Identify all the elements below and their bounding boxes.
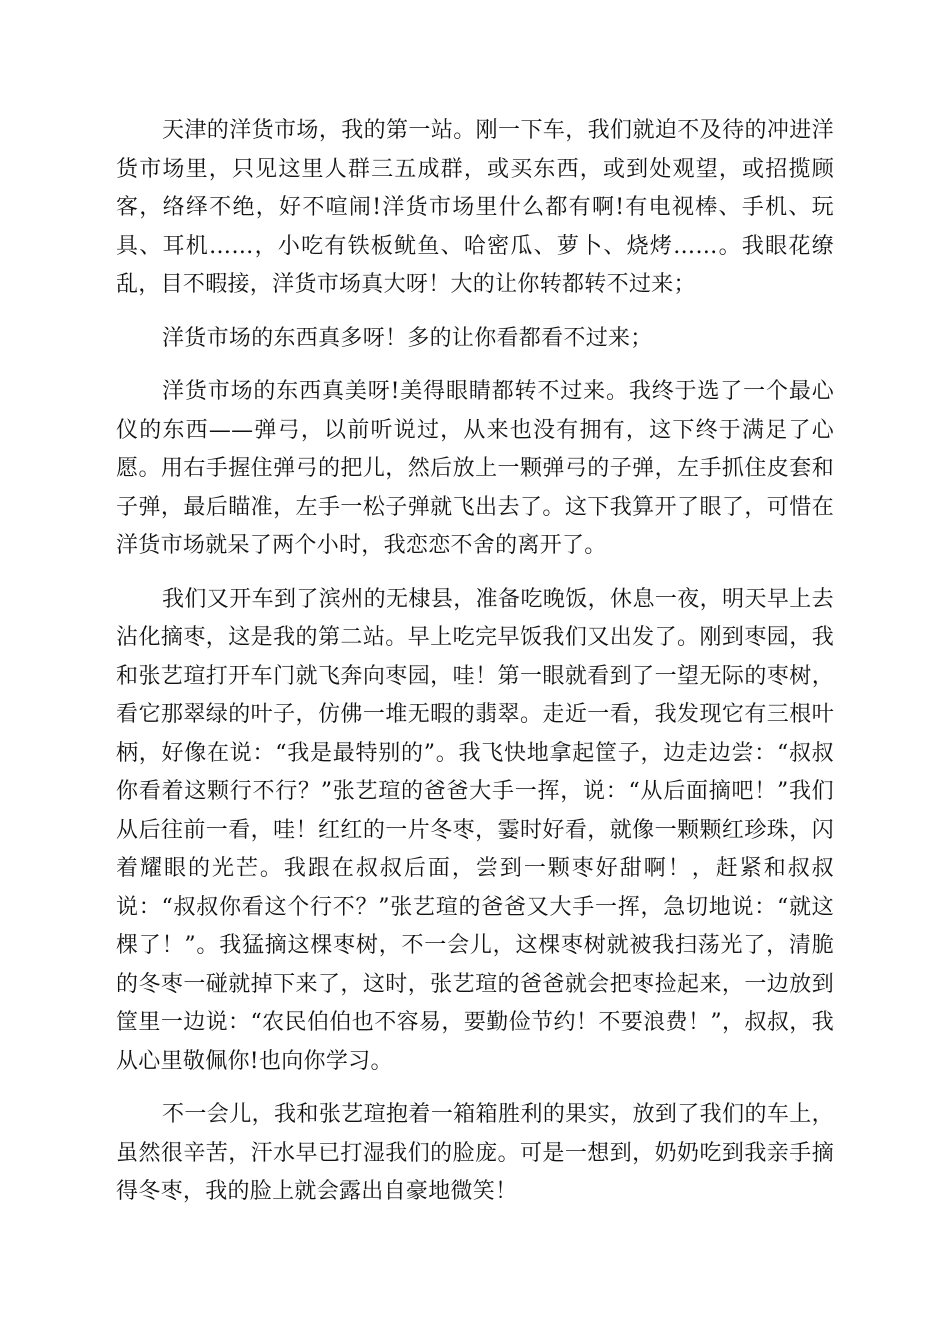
paragraph-many-goods: 洋货市场的东西真多呀！多的让你看都看不过来；	[162, 325, 653, 351]
paragraph-harvest: 不一会儿，我和张艺瑄抱着一箱箱胜利的果实，放到了我们的车上，虽然很辛苦，汗水早已打湿我们的脸庞。可是一想到，奶奶吃到我亲手摘得冬枣，我的脸上就会露出自豪地微笑！	[116, 1102, 834, 1204]
paragraph-tianjin-market: 天津的洋货市场，我的第一站。刚一下车，我们就迫不及待的冲进洋货市场里，只见这里人群三五成群，或买东西，或到处观望，或招揽顾客，络绎不绝，好不喧闹!洋货市场里什么都有啊!有电视棒、手机、玩具、耳机……，小吃有铁板鱿鱼、哈密瓜、萝卜、烧烤……。我眼花缭乱，目不暇接，洋货市场真大呀！大的让你转都转不过来；	[116, 118, 834, 297]
paragraph-slingshot: 洋货市场的东西真美呀!美得眼睛都转不过来。我终于选了一个最心仪的东西——弹弓，以前听说过，从来也没有拥有，这下终于满足了心愿。用右手握住弹弓的把儿，然后放上一颗弹弓的子弹，左手抓住皮套和子弹，最后瞄准，左手一松子弹就飞出去了。这下我算开了眼了，可惜在洋货市场就呆了两个小时，我恋恋不舍的离开了。	[116, 379, 834, 558]
paragraph-jujube-orchard: 我们又开车到了滨州的无棣县，准备吃晚饭，休息一夜，明天早上去沾化摘枣，这是我的第二站。早上吃完早饭我们又出发了。刚到枣园，我和张艺瑄打开车门就飞奔向枣园，哇！第一眼就看到了一望无际的枣树，看它那翠绿的叶子，仿佛一堆无暇的翡翠。走近一看，我发现它有三根叶柄，好像在说：“我是最特别的”。我飞快地拿起筐子，边走边尝：“叔叔你看着这颗行不行？”张艺瑄的爸爸大手一挥，说：“从后面摘吧！”我们从后往前一看，哇！红红的一片冬枣，霎时好看，就像一颗颗红珍珠，闪着耀眼的光芒。我跟在叔叔后面，尝到一颗枣好甜啊！，赶紧和叔叔说：“叔叔你看这个行不？”张艺瑄的爸爸又大手一挥，急切地说：“就这棵了！”。我猛摘这棵枣树，不一会儿，这棵枣树就被我扫荡光了，清脆的冬枣一碰就掉下来了，这时，张艺瑄的爸爸就会把枣捡起来，一边放到筐里一边说：“农民伯伯也不容易，要勤俭节约！不要浪费！”，叔叔，我从心里敬佩你!也向你学习。	[116, 586, 834, 1074]
document-body	[116, 112, 834, 1212]
